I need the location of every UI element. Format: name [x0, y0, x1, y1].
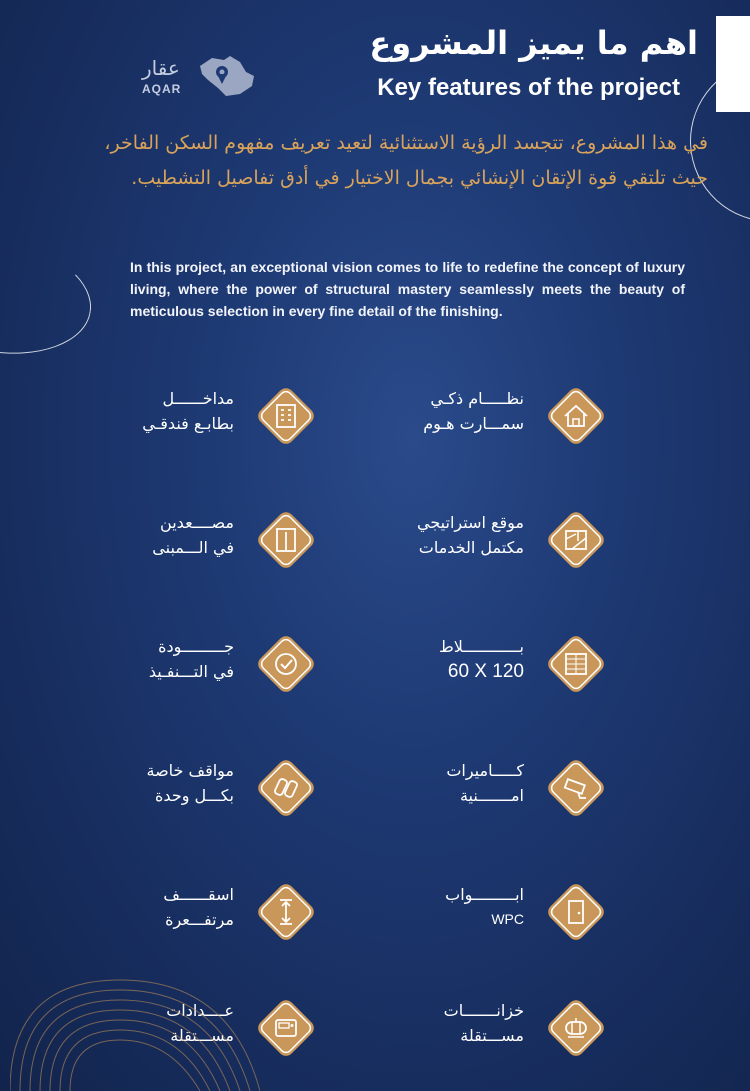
feature-cameras	[280, 750, 610, 820]
feature-tanks	[280, 990, 610, 1060]
door-icon	[542, 878, 610, 946]
page-title-english: Key features of the project	[377, 74, 680, 101]
feature-smart-home	[280, 378, 610, 448]
feature-hotel-line1: مداخــــــل	[162, 389, 234, 408]
saudi-map-icon	[196, 52, 258, 100]
feature-parking	[0, 750, 320, 820]
feature-quality-line2: في التـــنفـيذ	[148, 662, 234, 681]
intro-text-arabic: في هذا المشروع، تتجسد الرؤية الاستثنائية لتعيد تعريف مفهوم السكن الفاخر، حيث تلتقي قوة الإتقان الإنشائي بجمال الاختيار في أدق تفاصيل التشطيب.	[104, 132, 708, 189]
feature-cameras-line2: امـــــــنية	[459, 786, 524, 805]
logo-english: AQAR	[142, 82, 182, 96]
feature-doors-line1: ابـــــــــواب	[445, 885, 524, 904]
feature-tiles-line1: بــــــــــــلاط	[438, 637, 524, 656]
smart-home-icon	[542, 382, 610, 450]
feature-hotel-interiors	[0, 378, 320, 448]
feature-doors	[280, 874, 610, 944]
feature-ceilings-line1: اسقــــــف	[163, 885, 234, 904]
feature-hotel-line2: بطابـع فندقـي	[142, 414, 234, 433]
feature-ceilings	[0, 874, 320, 944]
aqar-logo	[140, 52, 260, 102]
quality-badge-icon	[252, 630, 320, 698]
feature-doors-wpc: WPC	[491, 911, 524, 927]
elevator-icon	[252, 506, 320, 574]
feature-smart-home-line2: سمـــارت هـوم	[423, 414, 524, 433]
feature-location-line1: موقع استراتيجي	[417, 513, 524, 532]
map-icon	[542, 506, 610, 574]
feature-meters-line2: مســـتقلة	[170, 1026, 234, 1045]
feature-tanks-line1: خزانـــــــات	[443, 1001, 524, 1020]
decorative-arc-left	[0, 224, 100, 368]
intro-text-english: In this project, an exceptional vision comes to life to redefine the concept of luxury living, where the power of structural mastery seamlessly meets the beauty of meticulous selection in every fine detail of the finishing.	[130, 259, 685, 319]
feature-elevators-line2: في الـــمبنى	[152, 538, 234, 557]
logo-arabic: عقار	[142, 56, 180, 80]
feature-elevators-line1: مصــــعدين	[160, 513, 234, 532]
meter-icon	[252, 994, 320, 1062]
feature-quality-line1: جـــــــــودة	[158, 637, 234, 656]
car-icon	[252, 754, 320, 822]
feature-smart-home-line1: نظـــــام ذكـي	[430, 389, 524, 408]
feature-ceilings-line2: مرتفـــعرة	[165, 910, 234, 929]
height-arrow-icon	[252, 878, 320, 946]
feature-parking-line1: مواقف خاصة	[146, 761, 234, 780]
feature-elevators	[0, 502, 320, 572]
feature-location-line2: مكتمل الخدمات	[418, 538, 524, 557]
feature-cameras-line1: كـــــاميرات	[446, 761, 524, 780]
decorative-line-pattern	[10, 960, 260, 1091]
water-tank-icon	[542, 994, 610, 1062]
feature-tanks-line2: مســـتقلة	[460, 1026, 524, 1045]
feature-quality	[0, 626, 320, 696]
feature-tiles	[280, 626, 610, 696]
camera-icon	[542, 754, 610, 822]
feature-tiles-size: 60 X 120	[447, 661, 524, 682]
feature-parking-line2: بكـــل وحدة	[155, 786, 234, 805]
feature-location	[280, 502, 610, 572]
building-icon	[252, 382, 320, 450]
feature-meters-line1: عــــدادات	[166, 1001, 234, 1020]
tiles-icon	[542, 630, 610, 698]
page-title-arabic: اهم ما يميز المشروع	[369, 24, 698, 62]
